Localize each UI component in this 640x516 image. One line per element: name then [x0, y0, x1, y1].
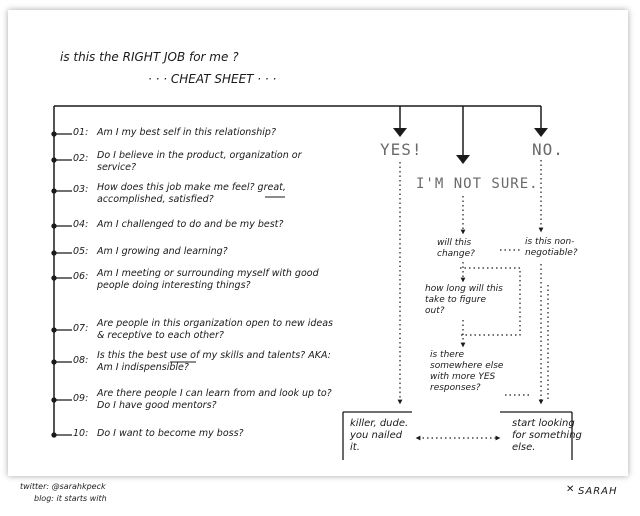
blog-name: blog: it starts with — [34, 494, 107, 503]
question-number: 04: — [73, 219, 89, 230]
somewhere-else-node: is there somewhere else with more YES responses? — [430, 350, 504, 393]
yes-label: YES! — [380, 140, 423, 159]
how-long-node: how long will this take to figure out? — [425, 284, 503, 316]
question-text: Do I want to become my boss? — [97, 428, 244, 439]
signature: SARAH — [578, 486, 618, 497]
question-number: 08: — [73, 355, 89, 366]
page-title: is this the RIGHT JOB for me ? — [60, 50, 239, 64]
question-text: Am I growing and learning? — [97, 246, 228, 257]
question-text: Are people in this organization open to new ideas & receptive to each other? — [97, 318, 334, 341]
question-number: 07: — [73, 323, 89, 334]
twitter-handle: twitter: @sarahkpeck — [20, 482, 106, 491]
question-text: Is this the best use of my skills and talents? AKA: Am I indispensible? — [97, 350, 331, 373]
star-icon: ✕ — [566, 484, 575, 495]
question-text: Am I meeting or surrounding myself with good people doing interesting things? — [97, 268, 319, 291]
question-text: Are there people I can learn from and look up to? Do I have good mentors? — [97, 388, 332, 411]
question-text: Am I my best self in this relationship? — [97, 127, 276, 138]
page-subtitle: · · · CHEAT SHEET · · · — [148, 72, 277, 86]
start-looking-outcome: start looking for something else. — [512, 418, 582, 453]
question-number: 01: — [73, 127, 89, 138]
question-text: Am I challenged to do and be my best? — [97, 219, 284, 230]
question-text: How does this job make me feel? great, accomplished, satisfied? — [97, 182, 286, 205]
killer-outcome: killer, dude. you nailed it. — [350, 418, 409, 453]
question-number: 06: — [73, 271, 89, 282]
question-text: Do I believe in the product, organization or service? — [97, 150, 302, 173]
question-number: 03: — [73, 184, 89, 195]
question-number: 10: — [73, 428, 89, 439]
will-change-node: will this change? — [437, 238, 475, 259]
question-number: 09: — [73, 393, 89, 404]
question-number: 02: — [73, 153, 89, 164]
not-sure-label: I'M NOT SURE. — [416, 176, 539, 192]
question-number: 05: — [73, 246, 89, 257]
no-label: NO. — [532, 140, 564, 159]
non-negotiable-node: is this non-negotiable? — [525, 237, 578, 258]
